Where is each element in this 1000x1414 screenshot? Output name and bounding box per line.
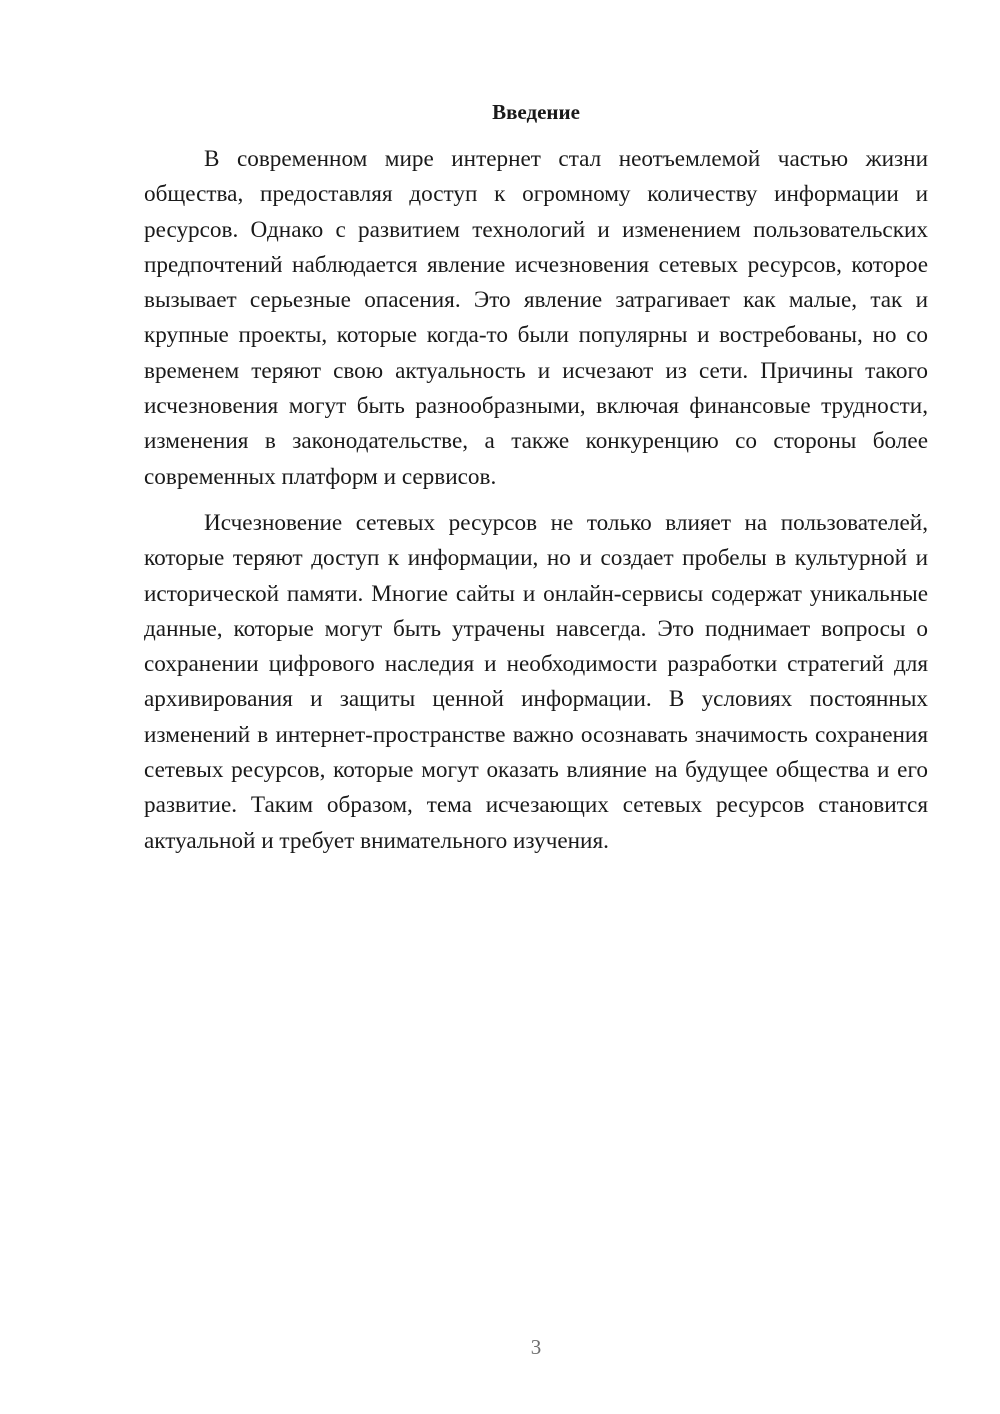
page-number: 3 xyxy=(530,1335,542,1359)
section-heading: Введение xyxy=(492,100,580,124)
paragraph-2: Исчезновение сетевых ресурсов не только влияет на пользователей, которые теряют доступ к информации, но и создает пробелы в культурной и исторической памяти. Многие сайты и онлайн-сервисы содержат уникальные данные, которые могут быть утрачены навсегда. Это поднимает вопросы о сохранении цифрового наследия и необходимости разработки стратегий для архивирования и защиты ценной информации. В условиях постоянных изменений в интернет-пространстве важно осознавать значимость сохранения сетевых ресурсов, которые могут оказать влияние на будущее общества и его развитие. Таким образом, тема исчезающих сетевых ресурсов становится актуальной и требует внимательного изучения. xyxy=(144,509,928,854)
paragraph-1: В современном мире интернет стал неотъемлемой частью жизни общества, предоставляя доступ к огромному количеству информации и ресурсов. Однако с развитием технологий и изменением пользовательских предпочтений наблюдается явление исчезновения сетевых ресурсов, которое вызывает серьезные опасения. Это явление затрагивает как малые, так и крупные проекты, которые когда-то были популярны и востребованы, но со временем теряют свою актуальность и исчезают из сети. Причины такого исчезновения могут быть разнообразными, включая финансовые трудности, изменения в законодательстве, а также конкуренцию со стороны более современных платформ и сервисов. xyxy=(144,146,928,490)
body-text xyxy=(144,142,928,859)
